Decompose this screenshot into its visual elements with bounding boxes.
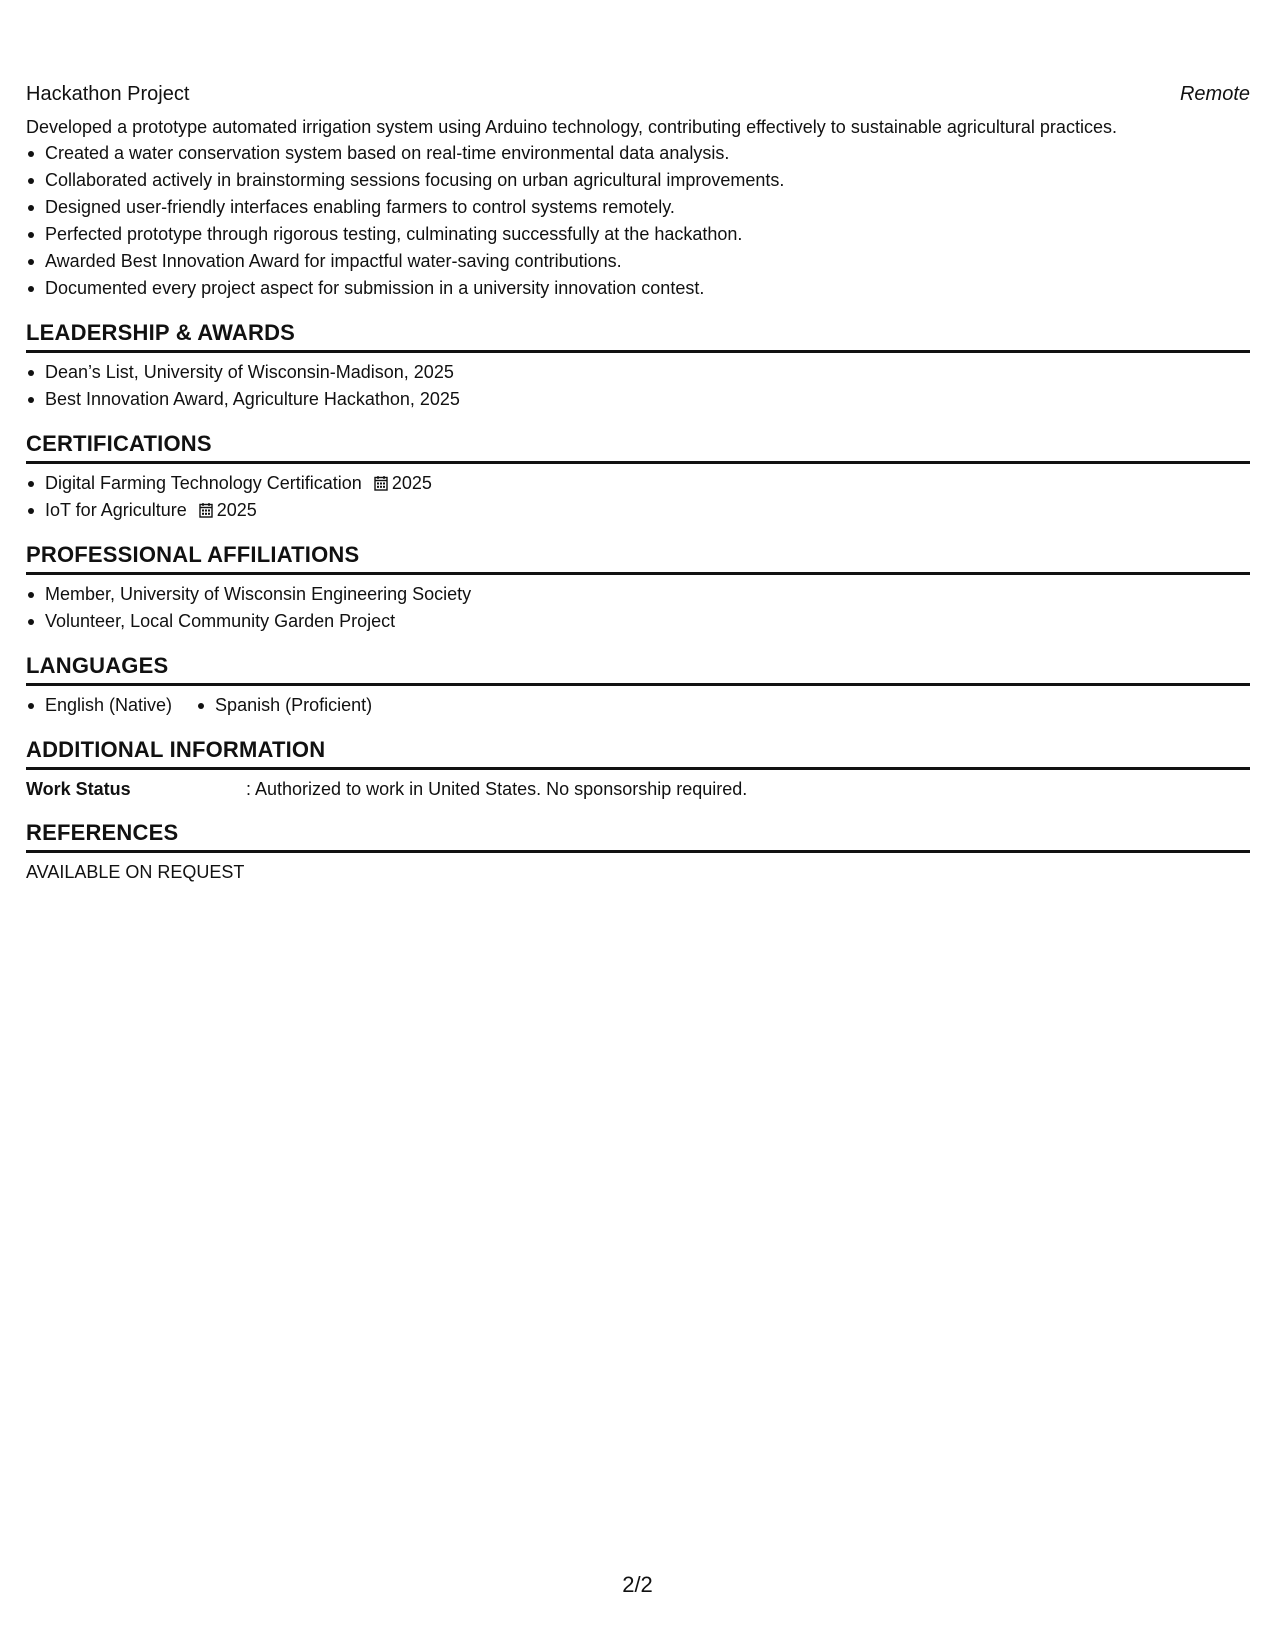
list-item: Perfected prototype through rigorous testing, culminating successfully at the hackathon. [26,221,1250,248]
list-item: Dean’s List, University of Wisconsin-Madison, 2025 [26,359,1250,386]
certifications-list [26,470,1250,524]
section-certifications [26,429,1250,524]
list-item: Documented every project aspect for submission in a university innovation contest. [26,275,1250,302]
list-item: Awarded Best Innovation Award for impactful water-saving contributions. [26,248,1250,275]
work-status-row [26,776,1250,802]
affiliations-list [26,581,1250,635]
list-item: Designed user-friendly interfaces enabling farmers to control systems remotely. [26,194,1250,221]
resume-page [26,80,1250,885]
list-item: Best Innovation Award, Agriculture Hackathon, 2025 [26,386,1250,413]
list-item: Spanish (Proficient) [196,692,372,719]
list-item: Collaborated actively in brainstorming sessions focusing on urban agricultural improvements. [26,167,1250,194]
list-item: Volunteer, Local Community Garden Project [26,608,1250,635]
section-title: LANGUAGES [26,651,1250,686]
list-item: Created a water conservation system based on real-time environmental data analysis. [26,140,1250,167]
calendar-icon [374,472,388,488]
certification-year: 2025 [391,473,432,493]
list-item: English (Native) [26,692,172,719]
section-title: REFERENCES [26,818,1250,853]
section-title: PROFESSIONAL AFFILIATIONS [26,540,1250,575]
list-item: Member, University of Wisconsin Engineering Society [26,581,1250,608]
list-item [26,497,1250,524]
section-title: ADDITIONAL INFORMATION [26,735,1250,770]
project-header [26,80,1250,108]
list-item [26,470,1250,497]
project-location: Remote [1179,83,1250,105]
section-references [26,818,1250,885]
section-title: CERTIFICATIONS [26,429,1250,464]
section-leadership [26,318,1250,413]
work-status-label: Work Status [26,779,131,799]
certification-year: 2025 [216,500,257,520]
calendar-icon [199,499,213,515]
project-title: Hackathon Project [26,83,190,105]
project-entry [26,80,1250,302]
work-status-value: : Authorized to work in United States. No sponsorship required. [246,779,748,799]
references-text: AVAILABLE ON REQUEST [26,862,245,882]
certification-name: Digital Farming Technology Certification [45,473,362,493]
project-bullets [26,140,1250,302]
page-number: 2/2 [622,1572,653,1597]
leadership-list [26,359,1250,413]
certification-name: IoT for Agriculture [45,500,187,520]
project-description: Developed a prototype automated irrigation system using Arduino technology, contributing effectively to sustainable agricultural practices. [26,117,1117,137]
section-languages [26,651,1250,719]
languages-list [26,692,1250,719]
section-additional-information [26,735,1250,802]
section-title: LEADERSHIP & AWARDS [26,318,1250,353]
section-affiliations [26,540,1250,635]
